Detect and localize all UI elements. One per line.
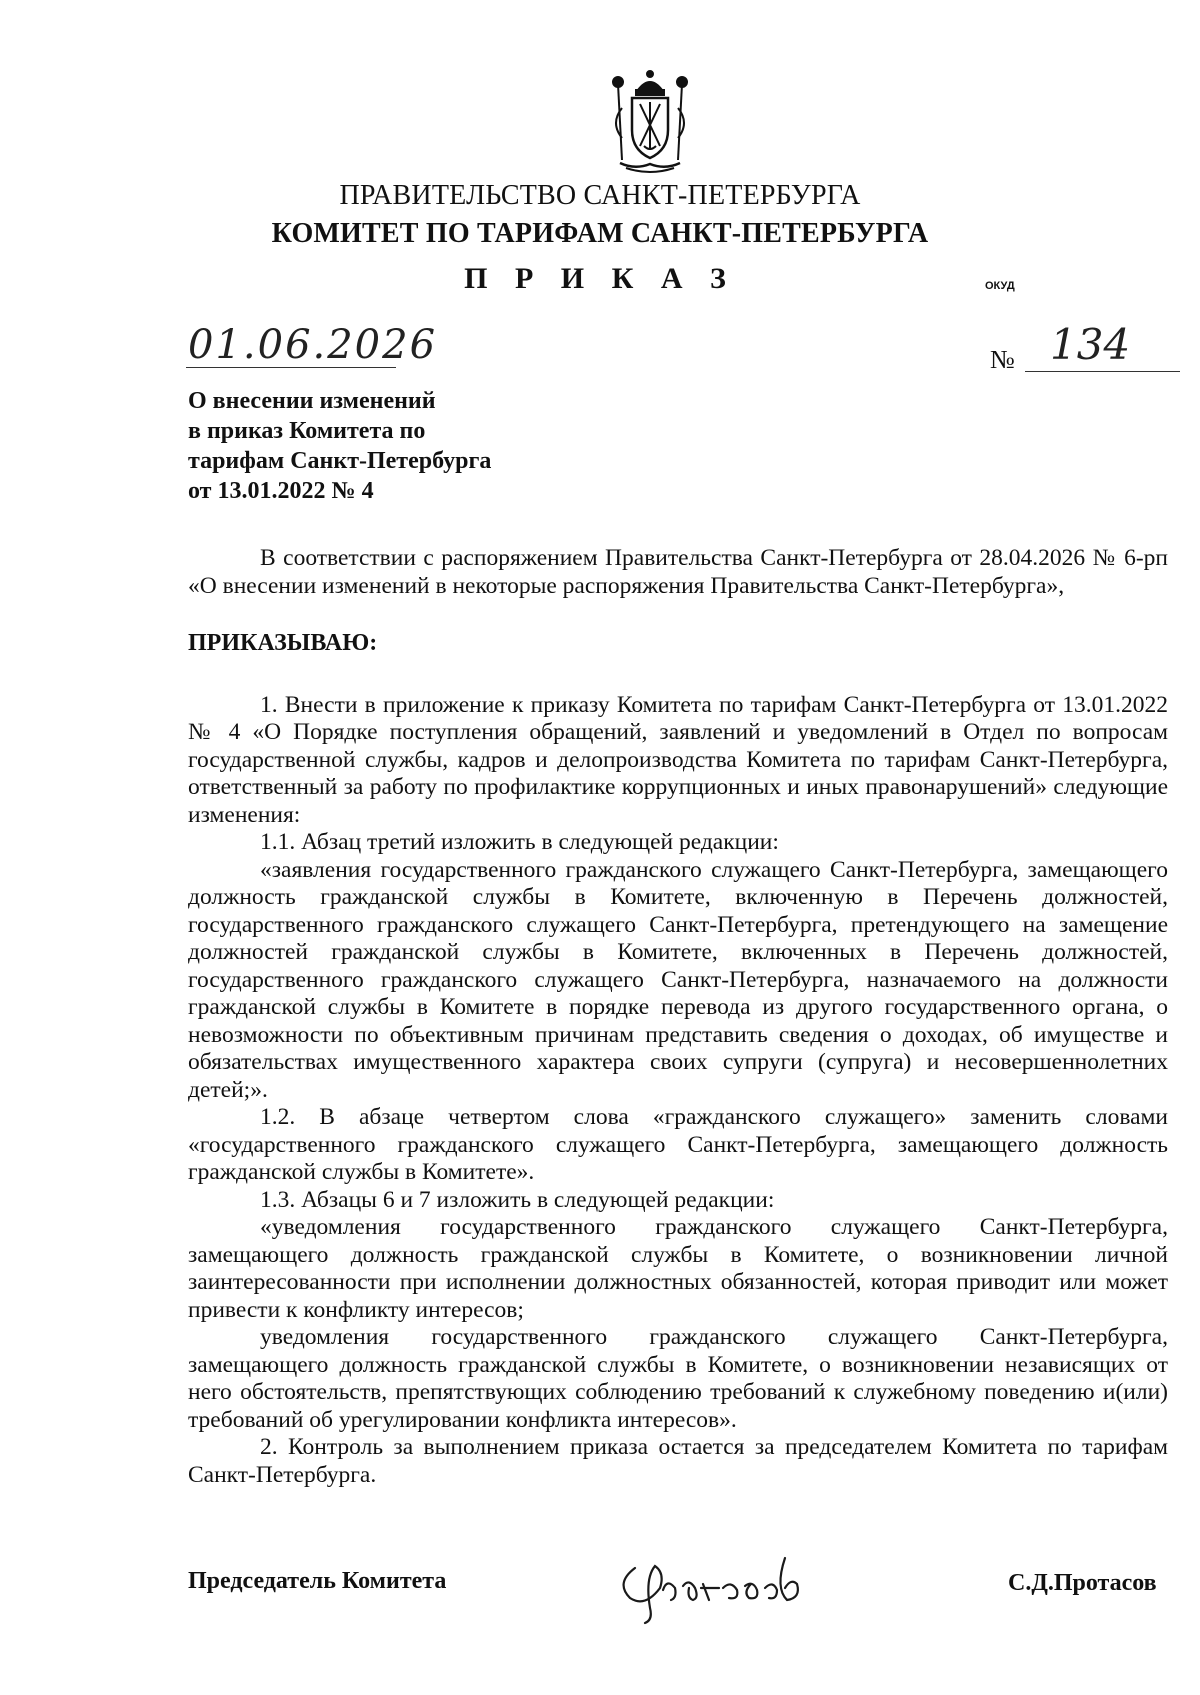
date-underline [186, 367, 396, 368]
paragraph-1-1: 1.1. Абзац третий изложить в следующей редакции: [260, 829, 779, 855]
paragraph-1-2: 1.2. В абзаце четвертом слова «гражданского служащего» заменить словами «государственного гражданского служащего Санкт-Петербурга, замещающего должность гражданской службы в Комитете». [188, 1104, 1168, 1185]
subject-line: О внесении изменений [188, 388, 436, 414]
committee-title: КОМИТЕТ ПО ТАРИФАМ САНКТ-ПЕТЕРБУРГА [271, 218, 929, 249]
coat-of-arms-emblem [600, 68, 700, 176]
order-command: ПРИКАЗЫВАЮ: [188, 630, 378, 656]
order-body [188, 545, 1168, 1489]
order-subject [188, 386, 518, 506]
paragraph-1-3-b: уведомления государственного гражданского служащего Санкт-Петербурга, замещающего должность гражданской службы в Комитете, о возникновении независящих от него обстоятельств, препятствующих соблюдению требований к служебному поведению и(или) требований об урегулировании конфликта интересов». [188, 1324, 1168, 1433]
paragraph-1-1-text: «заявления государственного гражданского служащего Санкт-Петербурга, замещающего должность гражданской службы в Комитете, включенную в Перечень должностей, государственного гражданского служащего Санкт-Петербурга, претендующего на замещение должностей гражданской службы в Комитете, включенных в Перечень должностей, государственного гражданского служащего Санкт-Петербурга, назначаемого на должности гражданской службы в Комитете в порядке перевода из другого государственного органа, о невозможности по объективным причинам представить сведения о доходах, об имуществе и обязательствах имущественного характера своих супруги (супруга) и несовершеннолетних детей;». [188, 856, 1168, 1103]
subject-line: тарифам Санкт-Петербурга [188, 448, 492, 474]
document-type-title: П Р И К А З [464, 262, 736, 295]
signatory-name: С.Д.Протасов [1008, 1570, 1157, 1596]
subject-line: от 13.01.2022 № 4 [188, 478, 374, 504]
signatory-position: Председатель Комитета [188, 1568, 447, 1594]
subject-line: в приказ Комитета по [188, 418, 426, 444]
paragraph-1: 1. Внести в приложение к приказу Комитета по тарифам Санкт-Петербурга от 13.01.2022 № 4 «О Порядке поступления обращений, заявлений и уведомлений в Отдел по вопросам государственной службы, кадров и делопроизводства Комитета по тарифам Санкт-Петербурга, ответственный за работу по профилактике коррупционных и иных правонарушений» следующие изменения: [188, 691, 1168, 828]
number-underline [1025, 371, 1180, 372]
handwritten-signature [605, 1548, 845, 1628]
okud-label: ОКУД [985, 280, 1015, 292]
preamble-paragraph: В соответствии с распоряжением Правительства Санкт-Петербурга от 28.04.2026 № 6-рп «О внесении изменений в некоторые распоряжения Правительства Санкт-Петербурга», [188, 545, 1168, 599]
number-sign: № [990, 345, 1015, 374]
paragraph-2: 2. Контроль за выполнением приказа остается за председателем Комитета по тарифам Санкт-Петербурга. [188, 1434, 1168, 1488]
order-date: 01.06.2026 [188, 322, 438, 368]
paragraph-1-3: 1.3. Абзацы 6 и 7 изложить в следующей редакции: [260, 1186, 775, 1213]
paragraph-1-3-a: «уведомления государственного гражданского служащего Санкт-Петербурга, замещающего должность гражданской службы в Комитете, о возникновении личной заинтересованности при исполнении должностных обязанностей, которая приводит или может привести к конфликту интересов; [188, 1214, 1168, 1323]
order-number: 134 [1050, 320, 1131, 369]
government-title: ПРАВИТЕЛЬСТВО САНКТ-ПЕТЕРБУРГА [339, 180, 861, 211]
